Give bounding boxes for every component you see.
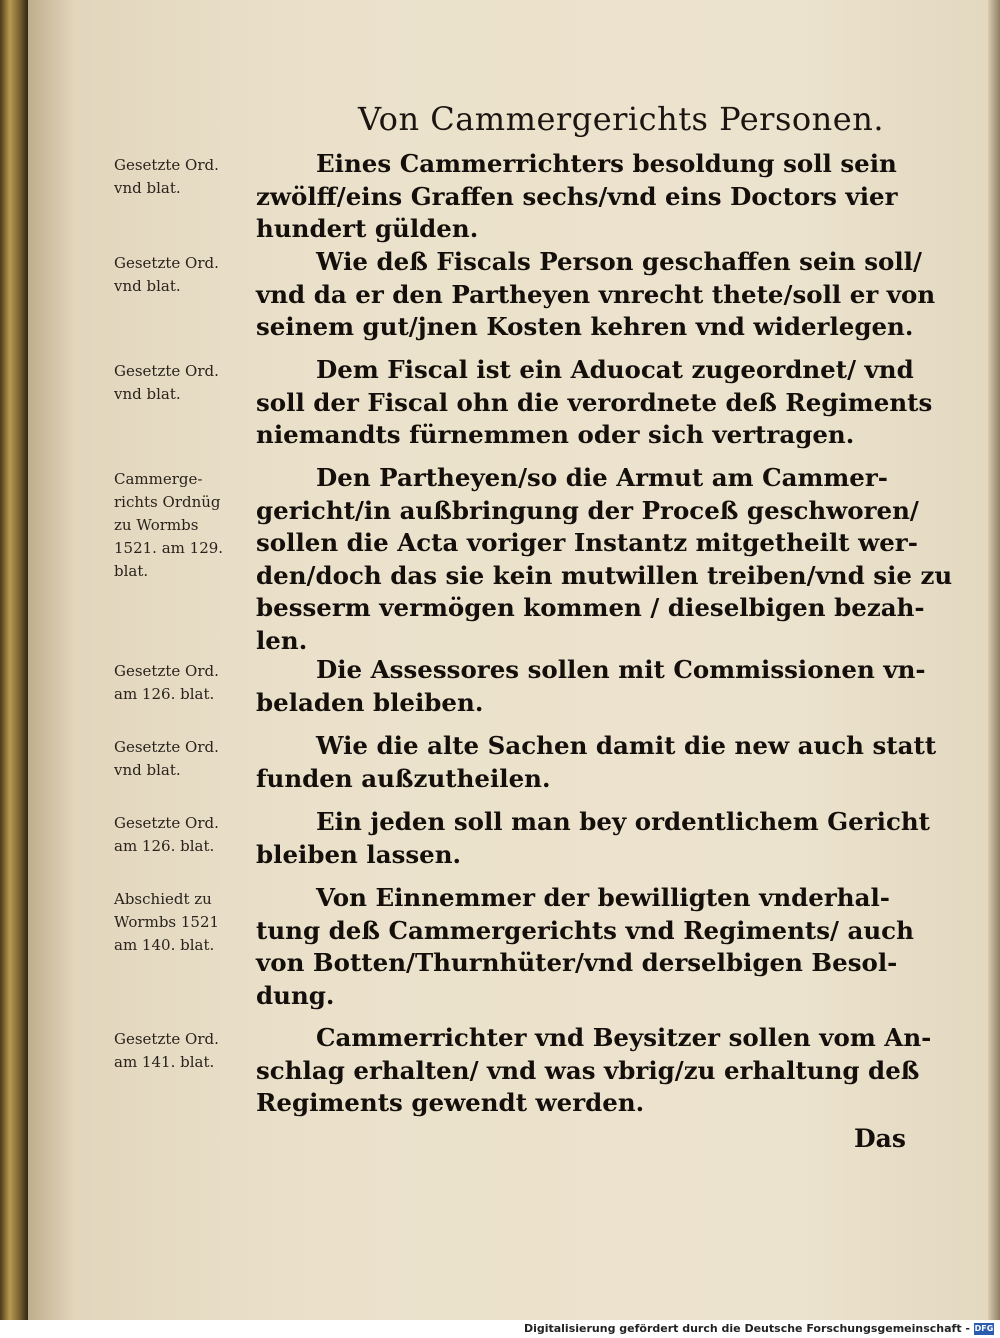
text-line: niemandts fürnemmen oder sich vertragen. (256, 420, 855, 449)
paragraph (256, 730, 956, 795)
text-line: den/doch das sie kein mutwillen treiben/vnd sie zu (256, 560, 953, 590)
margin-note-line: vnd blat. (114, 277, 181, 295)
footer-credit: Digitalisierung gefördert durch die Deutsche Forschungsgemeinschaft - (523, 1322, 970, 1335)
text-line: sollen die Acta voriger Instantz mitgetheilt wer- (256, 528, 918, 557)
margin-note (114, 888, 264, 957)
paragraph (256, 806, 956, 871)
book-edge-right (988, 0, 1000, 1320)
text-line: von Botten/Thurnhüter/vnd derselbigen Besol- (256, 948, 898, 977)
margin-note-line: Abschiedt zu (114, 890, 212, 908)
margin-note (114, 1028, 264, 1074)
margin-note (114, 660, 264, 706)
text-line: len. (256, 625, 308, 655)
text-line: Von Einnemmer der bewilligten vnderhal- (316, 883, 890, 912)
text-line: Die Assessores sollen mit Commissionen vn- (316, 655, 926, 684)
footer-bar (0, 1320, 1000, 1338)
text-line: funden außzutheilen. (256, 763, 551, 793)
margin-note-line: Gesetzte Ord. (114, 662, 219, 680)
margin-note-line: zu Wormbs (114, 516, 199, 534)
margin-note (114, 360, 264, 406)
margin-note-line: blat. (114, 562, 149, 580)
margin-note-line: Cammerge- (114, 470, 203, 488)
catchword: Das (854, 1124, 906, 1153)
margin-note-line: vnd blat. (114, 385, 181, 403)
text-line: Wie deß Fiscals Person geschaffen sein soll/ (316, 247, 922, 276)
text-line: Regiments gewendt werden. (256, 1088, 645, 1117)
margin-note-line: Gesetzte Ord. (114, 738, 219, 756)
margin-note-line: richts Ordnüg (114, 493, 221, 511)
text-line: schlag erhalten/ vnd was vbrig/zu erhaltung deß (256, 1055, 920, 1085)
text-line: bleiben lassen. (256, 839, 462, 869)
margin-note-line: Gesetzte Ord. (114, 1030, 219, 1048)
margin-note-line: am 126. blat. (114, 837, 215, 855)
margin-note-line: Gesetzte Ord. (114, 814, 219, 832)
margin-note (114, 468, 264, 583)
text-line: Ein jeden soll man bey ordentlichem Gericht (316, 807, 930, 836)
text-line: soll der Fiscal ohn die verordnete deß Regiments (256, 387, 933, 417)
paragraph (256, 462, 956, 657)
text-line: Den Partheyen/so die Armut am Cammer- (316, 463, 888, 492)
margin-note-line: Wormbs 1521 (114, 913, 220, 931)
text-line: dung. (256, 980, 335, 1010)
text-line: vnd da er den Partheyen vnrecht thete/soll er von (256, 279, 936, 309)
text-line: Eines Cammerrichters besoldung soll sein (316, 149, 897, 178)
margin-note (114, 154, 264, 200)
book-page (28, 0, 988, 1320)
margin-note-line: vnd blat. (114, 179, 181, 197)
paragraph (256, 654, 956, 719)
text-line: zwölff/eins Graffen sechs/vnd eins Doctors vier (256, 181, 898, 211)
text-line: tung deß Cammergerichts vnd Regiments/ auch (256, 915, 914, 945)
paragraph (256, 354, 956, 452)
margin-note (114, 812, 264, 858)
book-edge-left (0, 0, 28, 1320)
margin-note-line: 1521. am 129. (114, 539, 224, 557)
text-line: beladen bleiben. (256, 687, 484, 717)
text-line: Wie die alte Sachen damit die new auch statt (316, 731, 937, 760)
running-head: Von Cammergerichts Personen. (358, 100, 884, 138)
margin-note-line: Gesetzte Ord. (114, 156, 219, 174)
margin-note-line: am 141. blat. (114, 1053, 215, 1071)
text-line: gericht/in außbringung der Proceß geschworen/ (256, 495, 919, 525)
margin-note (114, 252, 264, 298)
margin-note (114, 736, 264, 782)
text-line: besserm vermögen kommen / dieselbigen bezah- (256, 593, 925, 622)
text-line: seinem gut/jnen Kosten kehren vnd widerlegen. (256, 312, 914, 341)
paragraph (256, 148, 956, 246)
text-line: Cammerrichter vnd Beysitzer sollen vom An- (316, 1023, 932, 1052)
text-line: hundert gülden. (256, 214, 479, 243)
margin-note-line: Gesetzte Ord. (114, 362, 219, 380)
margin-note-line: am 126. blat. (114, 685, 215, 703)
paragraph (256, 246, 956, 344)
margin-note-line: vnd blat. (114, 761, 181, 779)
margin-note-line: am 140. blat. (114, 936, 215, 954)
paragraph (256, 1022, 956, 1120)
paragraph (256, 882, 956, 1012)
dfg-logo-icon: DFG (974, 1324, 994, 1333)
margin-note-line: Gesetzte Ord. (114, 254, 219, 272)
text-line: Dem Fiscal ist ein Aduocat zugeordnet/ vnd (316, 355, 914, 384)
